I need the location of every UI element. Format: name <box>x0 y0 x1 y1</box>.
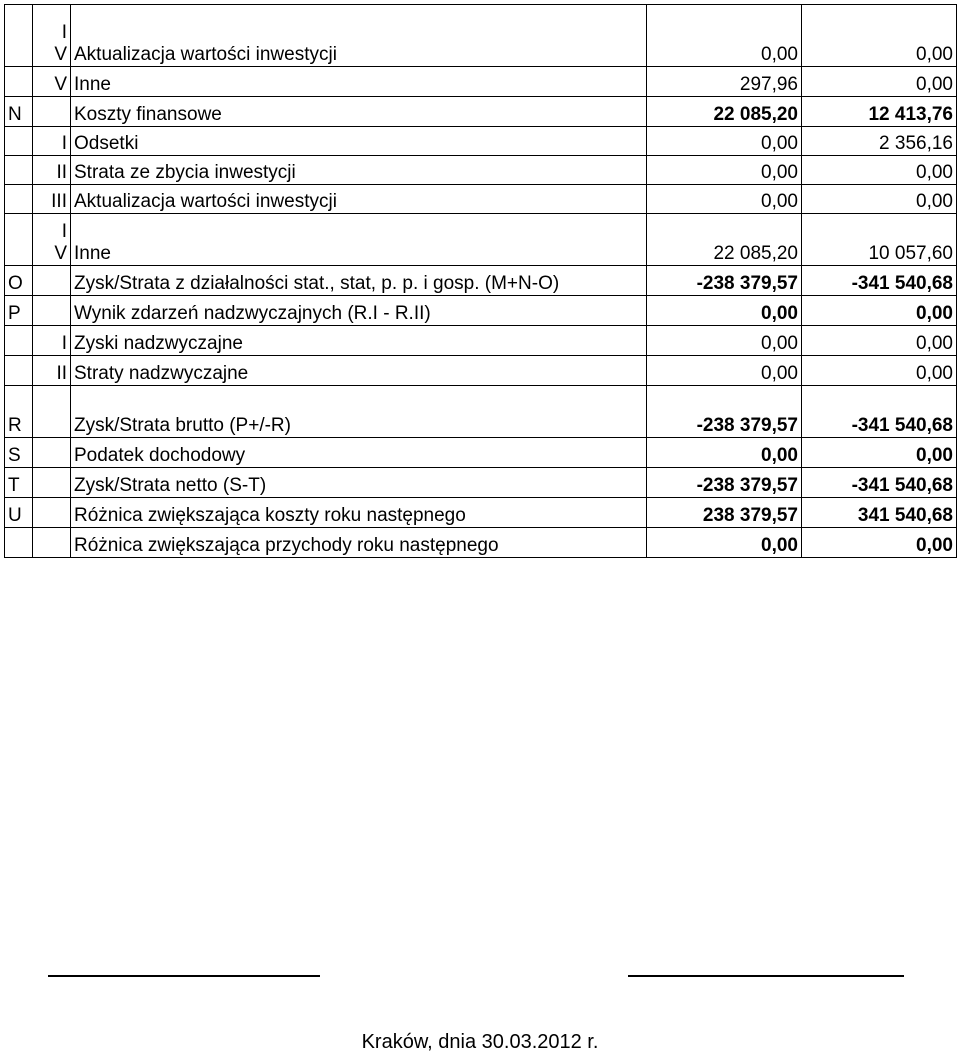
row-value-current: 0,00 <box>647 528 802 558</box>
row-value-current: 0,00 <box>647 326 802 356</box>
row-letter: T <box>5 468 33 498</box>
row-letter <box>5 528 33 558</box>
row-value-current: 238 379,57 <box>647 498 802 528</box>
row-letter: P <box>5 296 33 326</box>
row-label: Straty nadzwyczajne <box>71 356 647 386</box>
table-row <box>5 528 957 558</box>
row-letter: U <box>5 498 33 528</box>
row-letter <box>5 326 33 356</box>
row-roman-numeral: I <box>33 127 71 156</box>
row-label: Różnica zwiększająca koszty roku następnego <box>71 498 647 528</box>
row-label: Aktualizacja wartości inwestycji <box>71 185 647 214</box>
row-label: Wynik zdarzeń nadzwyczajnych (R.I - R.II) <box>71 296 647 326</box>
table-row <box>5 185 957 214</box>
row-letter <box>5 214 33 266</box>
row-value-previous: -341 540,68 <box>802 386 957 438</box>
row-roman-numeral: II <box>33 356 71 386</box>
row-label: Zysk/Strata brutto (P+/-R) <box>71 386 647 438</box>
row-value-previous: 0,00 <box>802 438 957 468</box>
row-letter <box>5 127 33 156</box>
table-row <box>5 67 957 97</box>
table-row <box>5 127 957 156</box>
row-value-previous: 341 540,68 <box>802 498 957 528</box>
row-value-current: 0,00 <box>647 127 802 156</box>
row-letter: N <box>5 97 33 127</box>
table-row <box>5 266 957 296</box>
row-value-current: 0,00 <box>647 156 802 185</box>
row-roman-numeral <box>33 266 71 296</box>
signature-line-right <box>628 975 904 977</box>
row-roman-numeral: II <box>33 156 71 185</box>
row-roman-numeral: I V <box>33 214 71 266</box>
table-row <box>5 5 957 67</box>
row-value-previous: -341 540,68 <box>802 468 957 498</box>
row-label: Odsetki <box>71 127 647 156</box>
row-roman-numeral <box>33 528 71 558</box>
row-roman-numeral <box>33 97 71 127</box>
table-row <box>5 214 957 266</box>
row-label: Zysk/Strata z działalności stat., stat, p. p. i gosp. (M+N-O) <box>71 266 647 296</box>
row-value-previous: 0,00 <box>802 5 957 67</box>
table-row <box>5 326 957 356</box>
row-letter <box>5 156 33 185</box>
row-roman-numeral: I <box>33 326 71 356</box>
row-value-current: 297,96 <box>647 67 802 97</box>
row-letter <box>5 185 33 214</box>
row-roman-numeral <box>33 498 71 528</box>
row-value-previous: 0,00 <box>802 185 957 214</box>
row-label: Podatek dochodowy <box>71 438 647 468</box>
row-label: Koszty finansowe <box>71 97 647 127</box>
row-label: Inne <box>71 67 647 97</box>
row-roman-numeral: III <box>33 185 71 214</box>
row-value-current: 0,00 <box>647 296 802 326</box>
row-value-previous: -341 540,68 <box>802 266 957 296</box>
row-value-current: 0,00 <box>647 5 802 67</box>
row-value-previous: 12 413,76 <box>802 97 957 127</box>
table-row <box>5 356 957 386</box>
row-roman-numeral <box>33 296 71 326</box>
table-row <box>5 468 957 498</box>
row-label: Strata ze zbycia inwestycji <box>71 156 647 185</box>
row-label: Inne <box>71 214 647 266</box>
row-letter: R <box>5 386 33 438</box>
row-roman-numeral <box>33 468 71 498</box>
table-row <box>5 438 957 468</box>
table-row <box>5 156 957 185</box>
signature-line-left <box>48 975 320 977</box>
row-letter: O <box>5 266 33 296</box>
row-value-previous: 0,00 <box>802 156 957 185</box>
row-label: Zysk/Strata netto (S-T) <box>71 468 647 498</box>
row-value-current: 0,00 <box>647 356 802 386</box>
row-value-previous: 2 356,16 <box>802 127 957 156</box>
row-value-previous: 0,00 <box>802 326 957 356</box>
row-value-previous: 0,00 <box>802 296 957 326</box>
row-label: Aktualizacja wartości inwestycji <box>71 5 647 67</box>
row-roman-numeral: I V <box>33 5 71 67</box>
table-row <box>5 498 957 528</box>
row-letter: S <box>5 438 33 468</box>
row-value-previous: 10 057,60 <box>802 214 957 266</box>
row-roman-numeral <box>33 386 71 438</box>
row-letter <box>5 5 33 67</box>
table-row <box>5 386 957 438</box>
row-value-current: -238 379,57 <box>647 386 802 438</box>
row-letter <box>5 356 33 386</box>
row-roman-numeral <box>33 438 71 468</box>
row-label: Zyski nadzwyczajne <box>71 326 647 356</box>
row-value-current: -238 379,57 <box>647 468 802 498</box>
financial-report-table <box>4 4 957 558</box>
row-value-previous: 0,00 <box>802 528 957 558</box>
row-value-current: 0,00 <box>647 185 802 214</box>
row-value-current: 22 085,20 <box>647 97 802 127</box>
row-value-previous: 0,00 <box>802 356 957 386</box>
row-value-current: 22 085,20 <box>647 214 802 266</box>
row-roman-numeral: V <box>33 67 71 97</box>
table-row <box>5 296 957 326</box>
row-value-current: 0,00 <box>647 438 802 468</box>
table-row <box>5 97 957 127</box>
row-letter <box>5 67 33 97</box>
place-and-date: Kraków, dnia 30.03.2012 r. <box>361 1031 599 1053</box>
row-value-current: -238 379,57 <box>647 266 802 296</box>
row-label: Różnica zwiększająca przychody roku następnego <box>71 528 647 558</box>
row-value-previous: 0,00 <box>802 67 957 97</box>
